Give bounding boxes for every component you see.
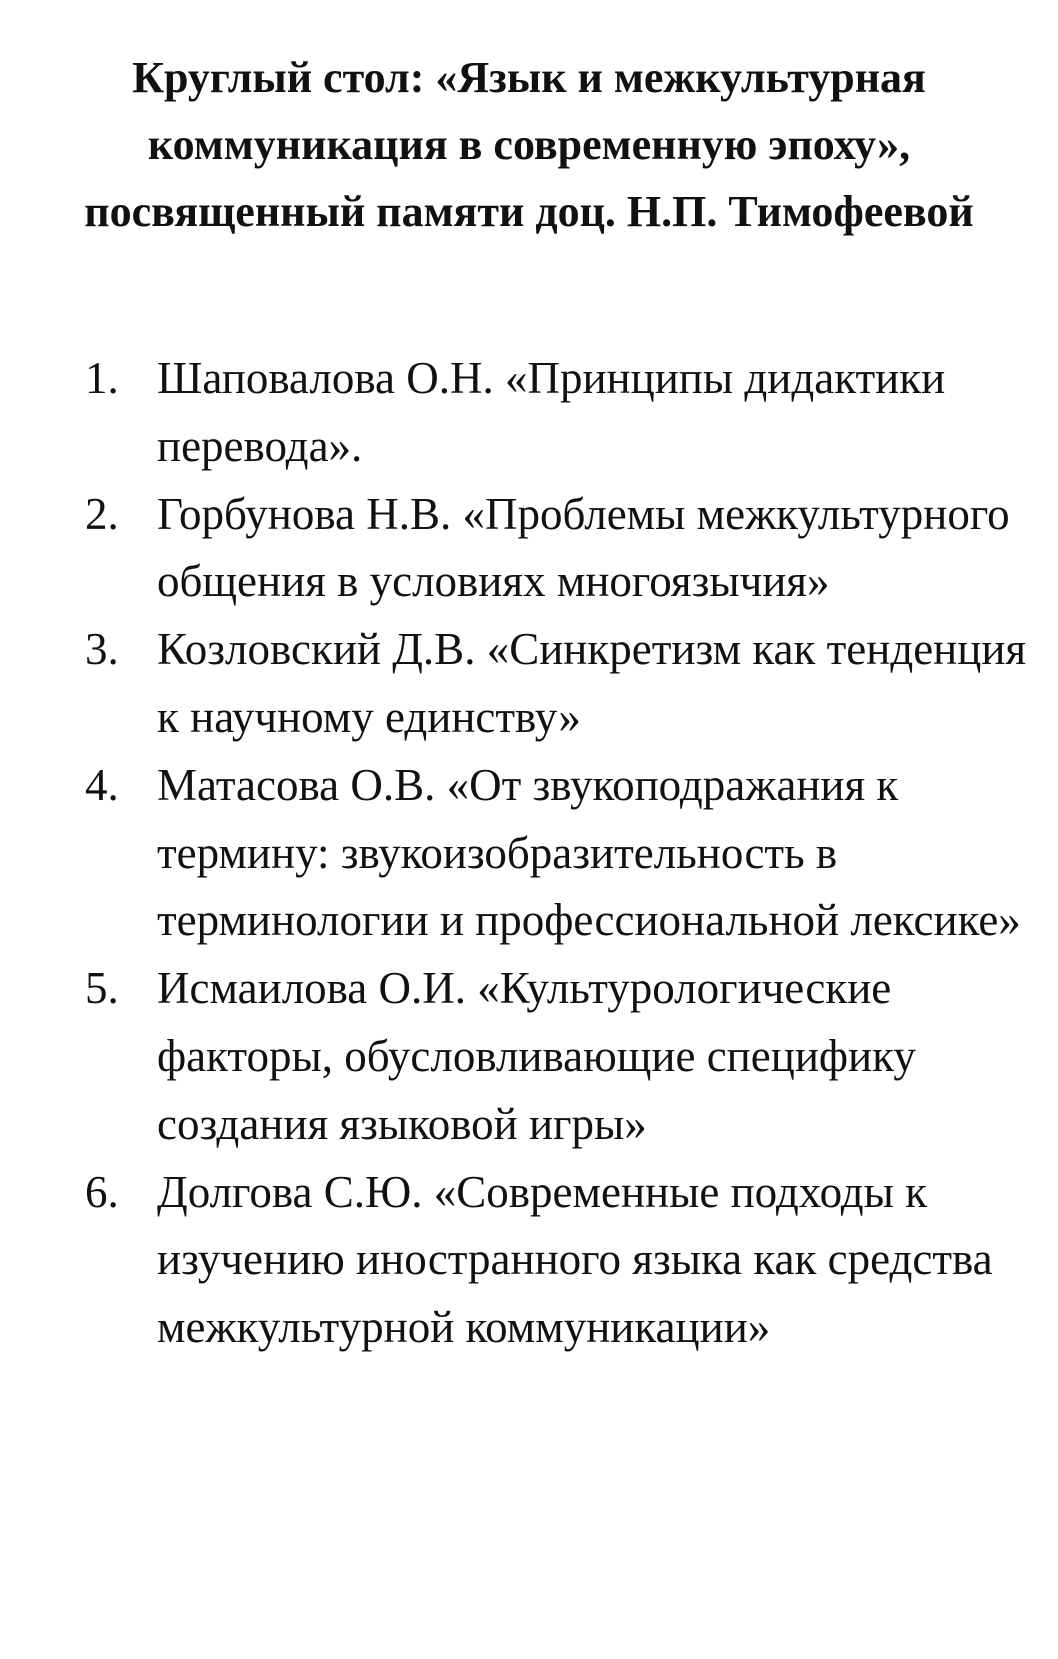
list-item-text: Шаповалова О.Н. «Принципы дидактики перевода». <box>157 353 946 471</box>
list-item-1 <box>0 345 1058 481</box>
list-number: 5. <box>85 963 119 1014</box>
list-number: 4. <box>85 759 119 810</box>
list-item-5 <box>0 955 1058 1158</box>
speaker-list <box>0 345 1058 1362</box>
list-item-text: Козловский Д.В. «Синкретизм как тенденция к научному единству» <box>157 624 1027 742</box>
list-number: 2. <box>85 488 119 539</box>
list-item-text: Исмаилова О.И. «Культурологические факторы, обусловливающие специфику создания языковой игры» <box>157 963 916 1149</box>
list-item-text: Матасова О.В. «От звукоподражания к термину: звукоизобразительность в терминологии и профессиональной лексике» <box>157 759 1021 946</box>
list-number: 3. <box>85 624 119 675</box>
document-title: Круглый стол: «Язык и межкультурная коммуникация в современную эпоху», посвященный памяти доц. Н.П. Тимофеевой <box>84 53 974 236</box>
list-item-4 <box>0 752 1058 955</box>
list-number: 6. <box>85 1166 119 1217</box>
list-item-6 <box>0 1159 1058 1362</box>
list-item-text: Горбунова Н.В. «Проблемы межкультурного общения в условиях многоязычия» <box>157 488 1010 607</box>
list-item-2 <box>0 481 1058 617</box>
list-item-text: Долгова С.Ю. «Современные подходы к изучению иностранного языка как средства межкультурной коммуникации» <box>157 1166 993 1353</box>
list-item-3 <box>0 616 1058 752</box>
list-number: 1. <box>85 353 119 403</box>
